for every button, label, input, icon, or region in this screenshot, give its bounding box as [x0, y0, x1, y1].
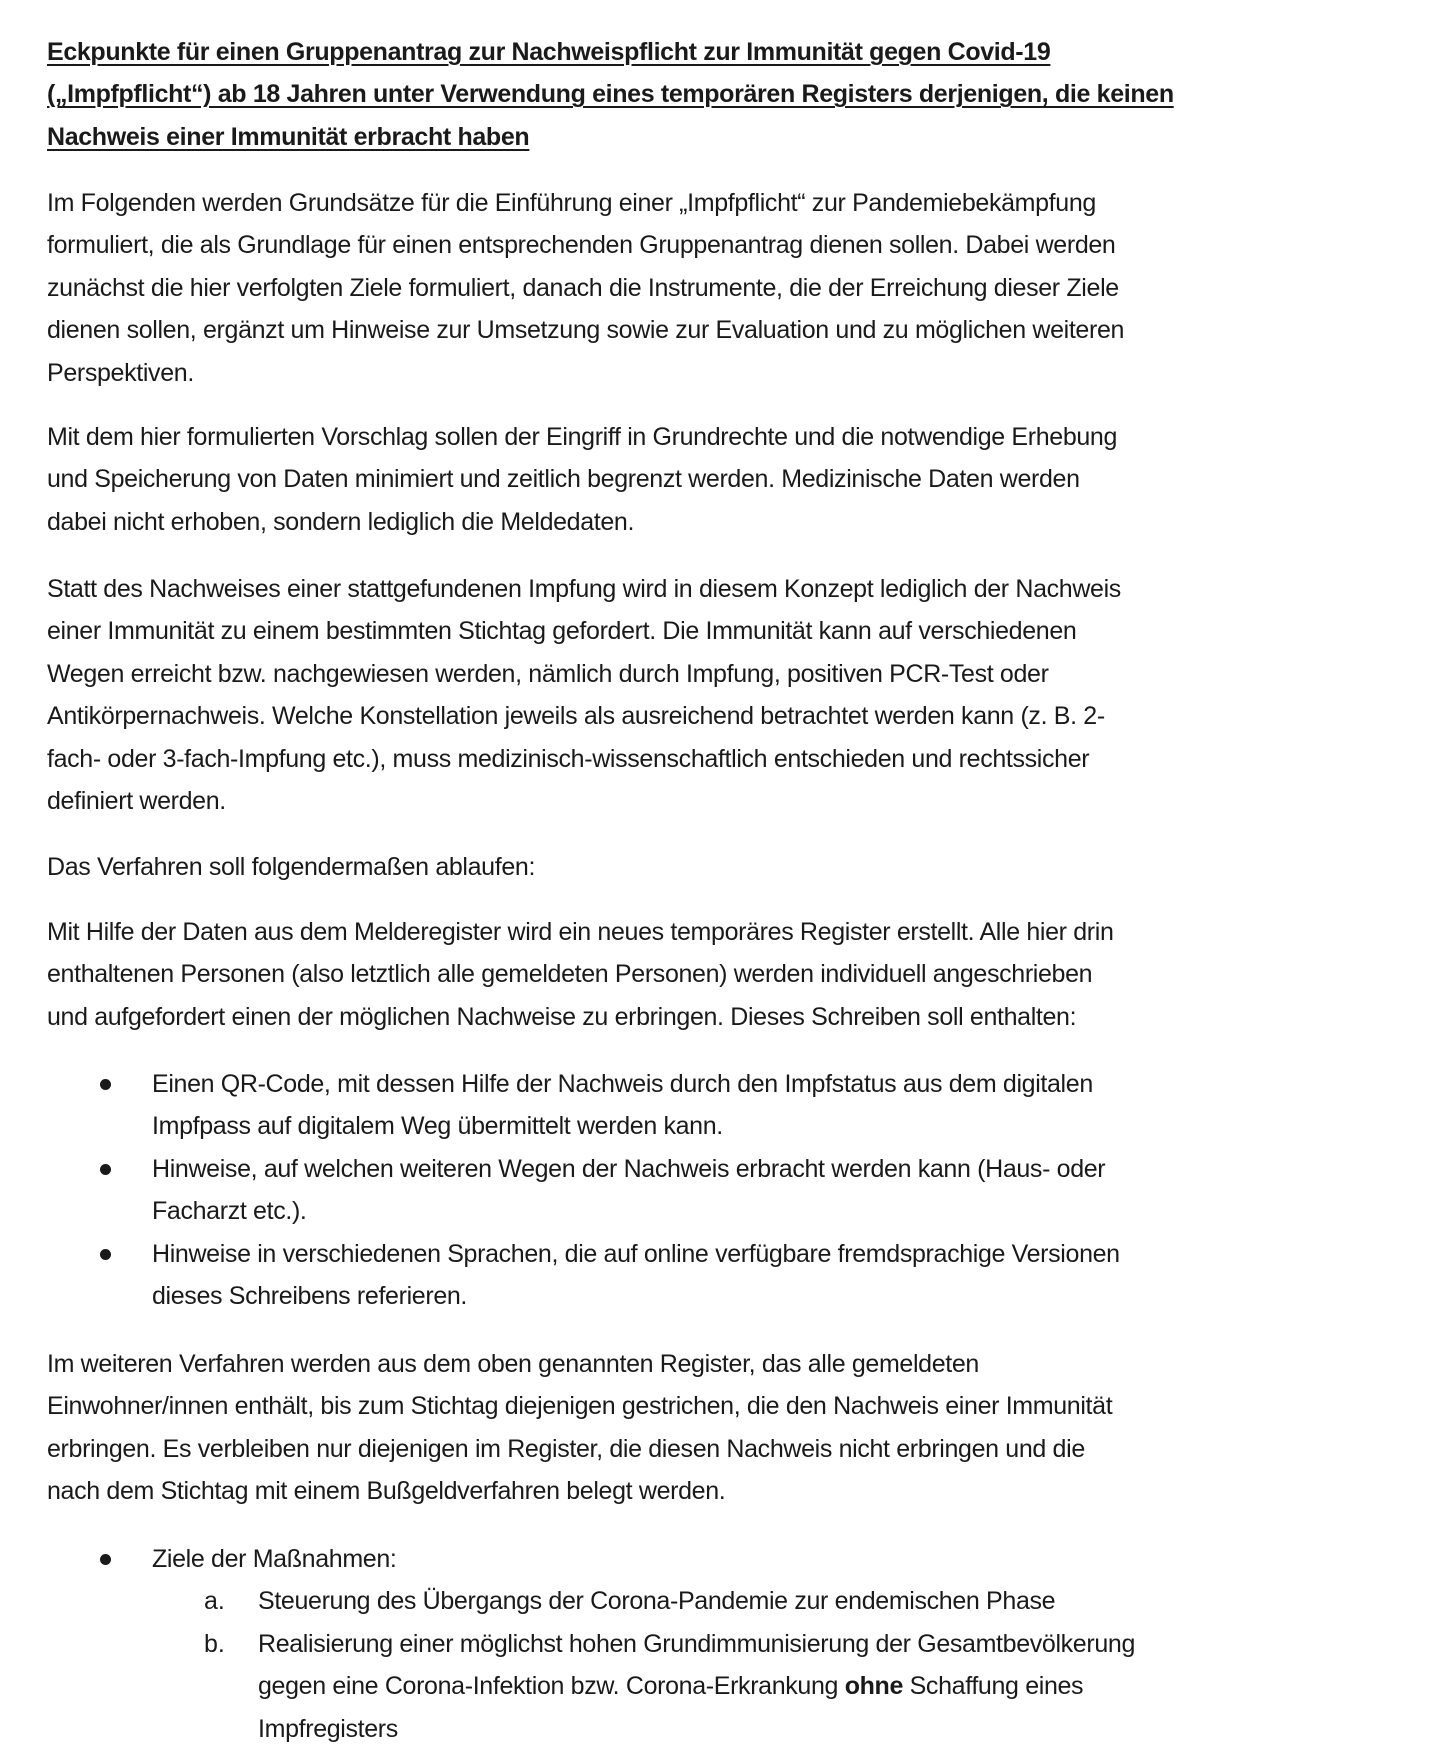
text-line: Impfregisters: [258, 1714, 398, 1743]
text-line: Einen QR-Code, mit dessen Hilfe der Nachweis durch den Impfstatus aus dem digitalen: [152, 1070, 1093, 1098]
text-line: fach- oder 3-fach-Impfung etc.), muss medizinisch-wissenschaftlich entschieden und rechtssicher: [47, 744, 1090, 773]
item-label: a.: [204, 1587, 225, 1616]
paragraph-immunity-proof: [47, 568, 1121, 822]
text-line: Hinweise in verschiedenen Sprachen, die auf online verfügbare fremdsprachige Versionen: [152, 1239, 1120, 1268]
list-item: [0, 1148, 1456, 1233]
text-line: [258, 1665, 1456, 1707]
text-line: Perspektiven.: [47, 358, 194, 387]
paragraph-data-minimization: [47, 416, 1117, 543]
text-line: Facharzt etc.).: [152, 1197, 307, 1226]
text-line: Wegen erreicht bzw. nachgewiesen werden, nämlich durch Impfung, positiven PCR-Test oder: [47, 659, 1049, 688]
text-line: nach dem Stichtag mit einem Bußgeldverfahren belegt werden.: [47, 1477, 726, 1506]
title-line: Nachweis einer Immunität erbracht haben: [47, 122, 530, 151]
bullet-icon: [100, 1164, 111, 1175]
title-line: Eckpunkte für einen Gruppenantrag zur Nachweispflicht zur Immunität gegen Covid-19: [47, 38, 1051, 66]
document-title: [47, 31, 1174, 158]
text-line: Antikörpernachweis. Welche Konstellation jeweils als ausreichend betrachtet werden kann (z. B. 2-: [47, 702, 1105, 731]
goal-item-a: [0, 1580, 1456, 1622]
emphasis-ohne: ohne: [844, 1672, 904, 1701]
text-line: und aufgefordert einen der möglichen Nachweise zu erbringen. Dieses Schreiben soll enthalten:: [47, 1002, 1077, 1031]
paragraph-intro: [47, 182, 1124, 394]
goal-item-b: [0, 1623, 1456, 1750]
text-segment: gegen eine Corona-Infektion bzw. Corona-Erkrankung: [258, 1672, 845, 1701]
text-line: dabei nicht erhoben, sondern lediglich die Meldedaten.: [47, 507, 635, 536]
text-line: Mit Hilfe der Daten aus dem Melderegister wird ein neues temporäres Register erstellt. Alle hier drin: [47, 918, 1114, 946]
text-line: Impfpass auf digitalem Weg übermittelt werden kann.: [152, 1112, 723, 1141]
list-item: [0, 1538, 1456, 1580]
text-line: zunächst die hier verfolgten Ziele formuliert, danach die Instrumente, die der Erreichung dieser Ziele: [47, 273, 1119, 302]
list-item: [0, 1233, 1456, 1318]
text-line: definiert werden.: [47, 786, 226, 815]
text-line: dienen sollen, ergänzt um Hinweise zur Umsetzung sowie zur Evaluation und zu möglichen weiteren: [47, 316, 1125, 345]
item-label: b.: [204, 1629, 225, 1658]
text-segment: Schaffung eines: [903, 1672, 1084, 1701]
letter-contents-list: [0, 1063, 1456, 1317]
paragraph-register: [47, 911, 1114, 1038]
text-line: Statt des Nachweises einer stattgefundenen Impfung wird in diesem Konzept lediglich der Nachweis: [47, 575, 1121, 603]
goals-list: [0, 1538, 1456, 1750]
text-line: Realisierung einer möglichst hohen Grundimmunisierung der Gesamtbevölkerung: [258, 1629, 1135, 1658]
title-line: („Impfpflicht“) ab 18 Jahren unter Verwendung eines temporären Registers derjenigen, die keinen: [47, 80, 1174, 109]
text-line: Steuerung des Übergangs der Corona-Pandemie zur endemischen Phase: [258, 1587, 1056, 1616]
text-line: Mit dem hier formulierten Vorschlag sollen der Eingriff in Grundrechte und die notwendige Erhebung: [47, 423, 1118, 451]
bullet-icon: [100, 1249, 111, 1260]
text-line: Im weiteren Verfahren werden aus dem oben genannten Register, das alle gemeldeten: [47, 1350, 979, 1378]
bullet-icon: [100, 1554, 111, 1565]
goals-heading: Ziele der Maßnahmen:: [152, 1545, 397, 1573]
paragraph-procedure-intro: [47, 846, 535, 888]
text-line: formuliert, die als Grundlage für einen entsprechenden Gruppenantrag dienen sollen. Dabei werden: [47, 231, 1116, 260]
bullet-icon: [100, 1079, 111, 1090]
text-line: Das Verfahren soll folgendermaßen ablaufen:: [47, 853, 536, 881]
text-line: und Speicherung von Daten minimiert und zeitlich begrenzt werden. Medizinische Daten werden: [47, 465, 1080, 494]
text-line: dieses Schreibens referieren.: [152, 1281, 468, 1310]
text-line: enthaltenen Personen (also letztlich alle gemeldeten Personen) werden individuell angeschrieben: [47, 960, 1093, 989]
text-line: Einwohner/innen enthält, bis zum Stichtag diejenigen gestrichen, die den Nachweis einer Immunität: [47, 1392, 1113, 1421]
text-line: Hinweise, auf welchen weiteren Wegen der Nachweis erbracht werden kann (Haus- oder: [152, 1154, 1106, 1183]
text-line: einer Immunität zu einem bestimmten Stichtag gefordert. Die Immunität kann auf verschiedenen: [47, 617, 1077, 646]
list-item: [0, 1063, 1456, 1148]
text-line: erbringen. Es verbleiben nur diejenigen im Register, die diesen Nachweis nicht erbringen und die: [47, 1434, 1085, 1463]
text-line: Im Folgenden werden Grundsätze für die Einführung einer „Impfpflicht“ zur Pandemiebekämpfung: [47, 189, 1096, 217]
paragraph-further-procedure: [47, 1343, 1112, 1513]
